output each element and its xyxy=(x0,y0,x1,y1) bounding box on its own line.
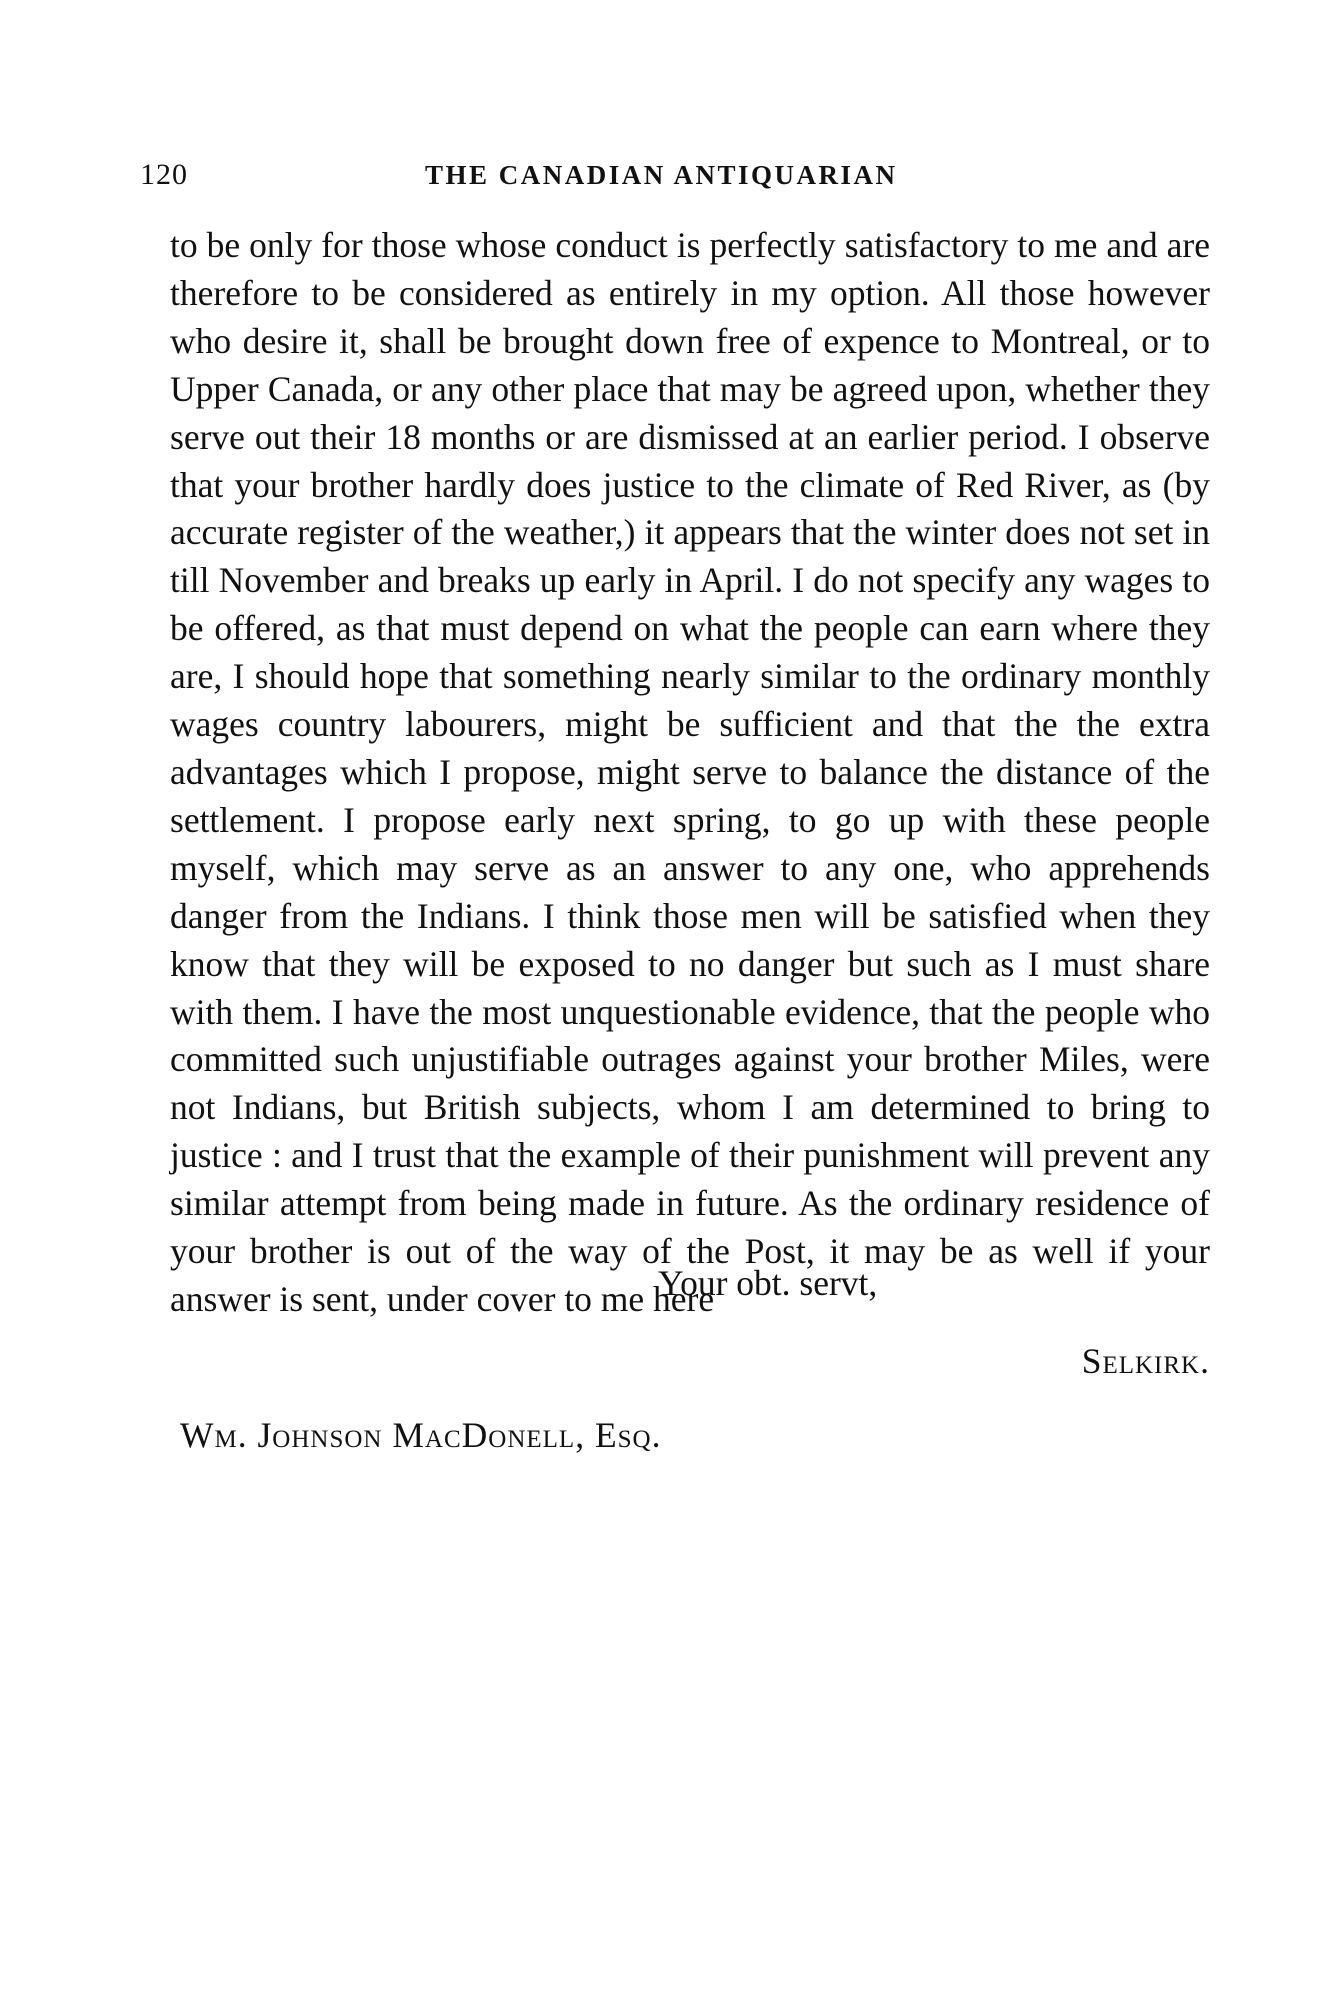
letter-addressee: Wm. Johnson MacDonell, Esq. xyxy=(180,1415,662,1455)
page-header xyxy=(140,158,1210,198)
letter-signature: Selkirk. xyxy=(1081,1341,1210,1381)
letter-paragraph: to be only for those whose conduct is perfectly satisfactory to me and are therefore to be considered as entirely in my option. All those however who desire it, shall be brought down free of expence to Montreal, or to Upper Canada, or any other place that may be agreed upon, whether they serve out their 18 months or are dismissed at an earlier period. I observe that your brother hardly does justice to the climate of Red River, as (by accurate register of the weather,) it appears that the winter does not set in till November and breaks up early in April. I do not specify any wages to be offered, as that must depend on what the people can earn where they are, I should hope that something nearly similar to the ordinary monthly wages country labourers, might be sufficient and that the the extra advantages which I propose, might serve to balance the distance of the settlement. I propose early next spring, to go up with these people myself, which may serve as an answer to any one, who apprehends danger from the Indians. I think those men will be satisfied when they know that they will be exposed to no danger but such as I must share with them. I have the most unquestionable evidence, that the people who committed such unjustifiable outrages against your brother Miles, were not Indians, but British subjects, whom I am determined to bring to justice : and I trust that the example of their punishment will prevent any similar attempt from being made in future. As the ordinary residence of your brother is out of the way of the Post, it may be as well if your answer is sent, under cover to me here xyxy=(170,225,1210,1319)
page-number: 120 xyxy=(140,158,188,191)
running-title: THE CANADIAN ANTIQUARIAN xyxy=(425,160,898,190)
letter-body xyxy=(170,222,1210,1324)
letter-closing: Your obt. servt, xyxy=(658,1263,878,1303)
